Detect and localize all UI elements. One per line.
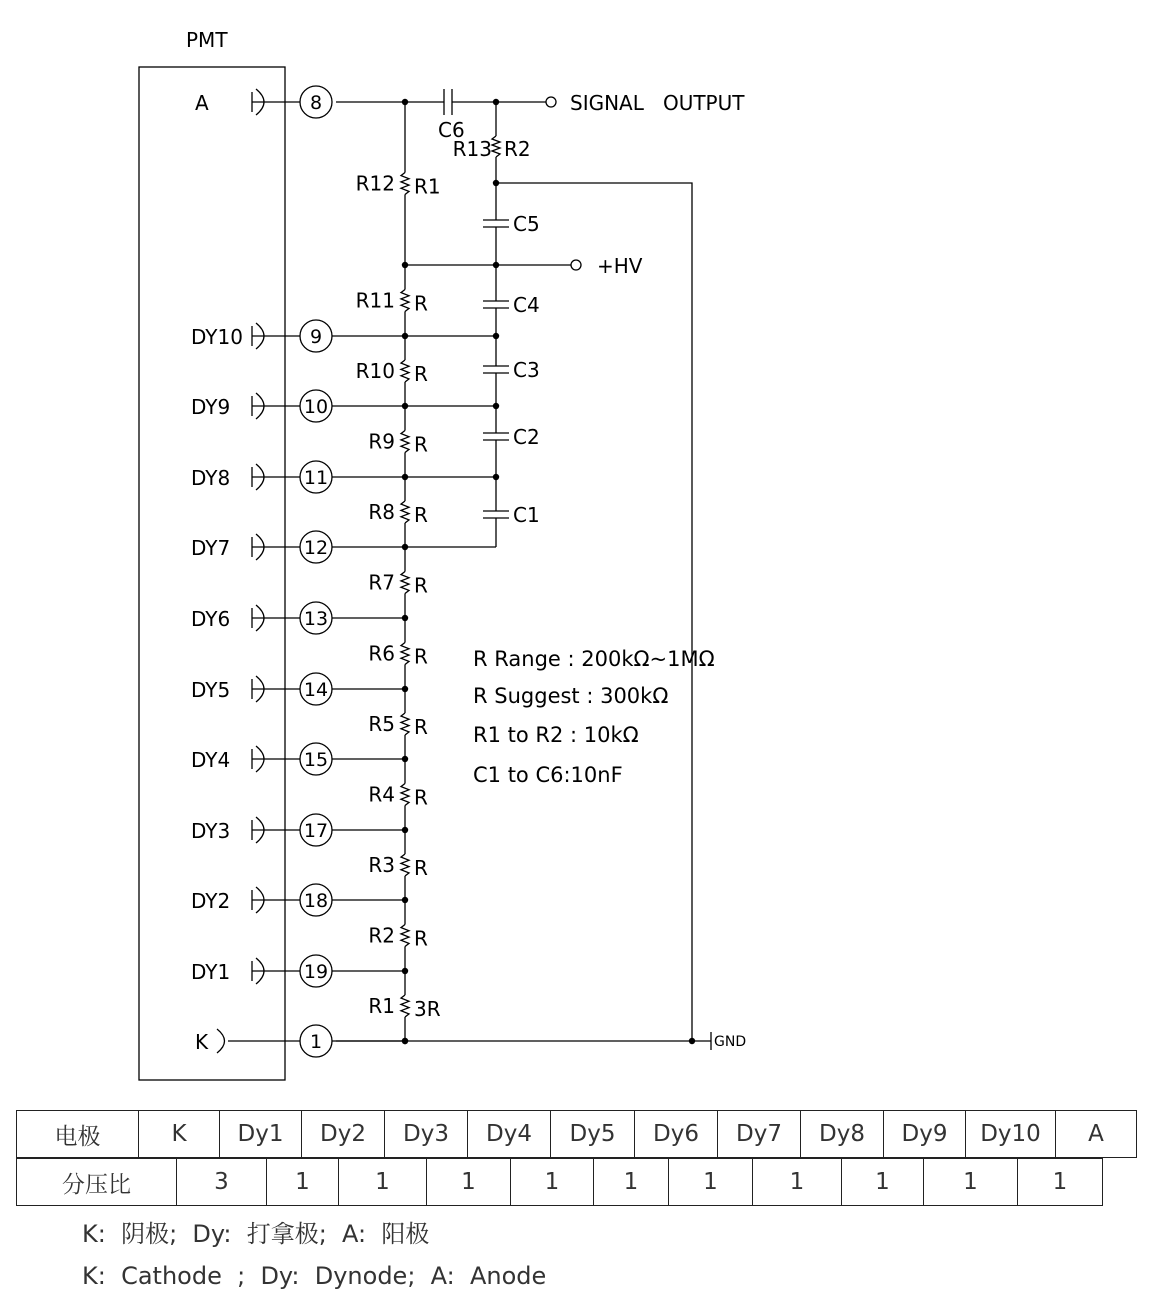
resistor-zigzag xyxy=(401,854,409,876)
pin-number: 14 xyxy=(303,679,329,701)
pmt-title: PMT xyxy=(186,28,228,52)
r13-zigzag xyxy=(492,136,500,157)
note-r-range: R Range : 200kΩ~1MΩ xyxy=(473,647,715,671)
resistor-value-label: R xyxy=(414,573,428,598)
legend-chinese: K: 阴极; Dy: 打拿极; A: 阳极 xyxy=(82,1220,430,1248)
resistor-value-label: R1 xyxy=(414,174,441,199)
junction-dot xyxy=(402,756,408,762)
electrode-table xyxy=(16,1110,1137,1158)
c5-label: C5 xyxy=(513,212,540,236)
hv-label: +HV xyxy=(597,254,643,278)
electrode-name: DY3 xyxy=(191,819,231,843)
resistor-zigzag xyxy=(401,290,409,312)
resistor-zigzag xyxy=(401,784,409,806)
pin-number: 18 xyxy=(303,890,329,912)
junction-dot xyxy=(402,403,408,409)
junction-dot xyxy=(402,262,408,268)
junction-dot xyxy=(402,333,408,339)
ratio-row xyxy=(17,1159,1103,1206)
electrode-name: DY1 xyxy=(191,960,231,984)
c2-label: C2 xyxy=(513,425,540,449)
resistor-ref-label: R8 xyxy=(368,500,395,524)
electrode-glyph xyxy=(252,676,300,702)
ratio-cell: 1 xyxy=(669,1159,753,1206)
junction-dot xyxy=(493,180,499,186)
resistor-zigzag xyxy=(401,431,409,453)
junction-dot xyxy=(402,99,408,105)
resistor-value-label: R xyxy=(414,715,428,739)
resistor-value-label: R xyxy=(414,644,428,669)
resistor-zigzag xyxy=(401,713,409,735)
note-r1-r2: R1 to R2 : 10kΩ xyxy=(473,723,639,747)
electrode-name: DY8 xyxy=(191,466,231,490)
resistor-value-label: 3R xyxy=(414,997,441,1021)
ratio-cell: 1 xyxy=(511,1159,594,1206)
electrode-name: DY6 xyxy=(191,607,231,631)
ratio-cell: 1 xyxy=(594,1159,669,1206)
electrode-glyph xyxy=(252,958,300,984)
note-c1-c6: C1 to C6:10nF xyxy=(473,763,623,787)
pmt-box xyxy=(139,67,285,1080)
resistor-ref-label: R3 xyxy=(368,853,395,877)
electrode-cell: Dy2 xyxy=(302,1111,385,1158)
resistor-value-label: R xyxy=(414,503,428,527)
electrode-cell: Dy7 xyxy=(718,1111,801,1158)
resistor-zigzag xyxy=(401,572,409,594)
electrode-glyph xyxy=(252,887,300,913)
resistor-ref-label: R12 xyxy=(355,171,395,196)
pin-number: 8 xyxy=(309,92,323,114)
junction-dot xyxy=(493,99,499,105)
table-row-label: 电极 xyxy=(17,1111,139,1158)
junction-dot xyxy=(493,333,499,339)
electrode-name: DY4 xyxy=(191,748,231,772)
junction-dots xyxy=(402,99,695,1044)
electrode-cell: Dy5 xyxy=(551,1111,635,1158)
junction-dot xyxy=(402,686,408,692)
resistor-ref-label: R5 xyxy=(368,712,395,736)
ratio-table xyxy=(16,1158,1103,1206)
pin-number: 17 xyxy=(303,820,329,842)
electrode-cell: Dy9 xyxy=(884,1111,966,1158)
r13-value-label: R2 xyxy=(504,137,531,161)
table-row-label: 分压比 xyxy=(17,1159,177,1206)
electrode-cell: Dy8 xyxy=(801,1111,884,1158)
resistor-zigzag xyxy=(401,995,409,1017)
resistor-ref-label: R7 xyxy=(368,570,395,595)
junction-dot xyxy=(402,615,408,621)
electrode-cell: A xyxy=(1056,1111,1137,1158)
resistor-zigzag xyxy=(401,173,409,195)
resistor-ref-label: R4 xyxy=(368,782,395,807)
legend-english: K: Cathode ; Dy: Dynode; A: Anode xyxy=(82,1262,547,1290)
ratio-cell: 1 xyxy=(924,1159,1018,1206)
electrode-name: DY7 xyxy=(191,536,231,560)
electrode-name: K xyxy=(195,1030,209,1054)
resistor-zigzag xyxy=(401,925,409,947)
electrode-glyph xyxy=(252,393,300,419)
electrode-cell: Dy6 xyxy=(635,1111,718,1158)
junction-dot xyxy=(402,1038,408,1044)
pin-number: 12 xyxy=(303,537,329,559)
resistor-value-label: R xyxy=(414,432,428,457)
pin-number: 13 xyxy=(303,608,329,630)
ratio-cell: 1 xyxy=(427,1159,511,1206)
ratio-cell: 3 xyxy=(177,1159,267,1206)
pin-number: 1 xyxy=(309,1031,323,1053)
r13-ref-label: R13 xyxy=(452,137,492,161)
electrode-glyph xyxy=(252,817,300,843)
electrode-name: DY5 xyxy=(191,678,231,702)
ratio-cell: 1 xyxy=(753,1159,842,1206)
resistor-ref-label: R1 xyxy=(368,994,395,1018)
electrode-cell: Dy1 xyxy=(220,1111,302,1158)
electrode-name: DY10 xyxy=(191,325,243,349)
electrode-cell: Dy4 xyxy=(468,1111,551,1158)
resistor-zigzag xyxy=(401,643,409,665)
pin-number: 9 xyxy=(309,326,323,348)
c6-label: C6 xyxy=(438,118,465,142)
junction-dot xyxy=(402,968,408,974)
electrode-glyph xyxy=(252,323,300,349)
electrode-cell: K xyxy=(139,1111,220,1158)
ratio-cell: 1 xyxy=(842,1159,924,1206)
junction-dot xyxy=(402,897,408,903)
junction-dot xyxy=(402,827,408,833)
electrode-glyph xyxy=(252,464,300,490)
electrode-name: DY9 xyxy=(191,395,231,419)
resistor-ref-label: R2 xyxy=(368,923,395,948)
resistor-ref-label: R11 xyxy=(355,288,395,313)
electrode-glyph xyxy=(252,605,300,631)
resistor-value-label: R xyxy=(414,926,428,951)
ratio-cell: 1 xyxy=(267,1159,339,1206)
hv-terminal xyxy=(571,260,581,270)
pin-number: 19 xyxy=(303,961,329,983)
resistor-value-label: R xyxy=(414,856,428,880)
electrode-glyph xyxy=(252,746,300,772)
resistor-value-label: R xyxy=(414,362,428,386)
electrode-glyph xyxy=(252,89,300,115)
junction-dot xyxy=(493,262,499,268)
pin-number: 10 xyxy=(303,396,329,418)
junction-dot xyxy=(402,544,408,550)
resistor-ref-label: R10 xyxy=(355,359,395,383)
c1-label: C1 xyxy=(513,503,540,527)
c3-label: C3 xyxy=(513,358,540,382)
electrode-glyph xyxy=(252,534,300,560)
resistor-ref-label: R9 xyxy=(368,429,395,454)
divider-chain xyxy=(217,86,496,1057)
signal-output-label: SIGNAL OUTPUT xyxy=(570,91,745,115)
gnd-label: GND xyxy=(714,1034,747,1050)
pin-number: 11 xyxy=(303,467,329,489)
c4-label: C4 xyxy=(513,293,540,317)
resistor-zigzag xyxy=(401,360,409,382)
junction-dot xyxy=(493,474,499,480)
signal-output-terminal xyxy=(546,97,556,107)
resistor-value-label: R xyxy=(414,785,428,810)
junction-dot xyxy=(402,474,408,480)
electrode-name: A xyxy=(195,91,209,115)
junction-dot xyxy=(689,1038,695,1044)
note-r-suggest: R Suggest : 300kΩ xyxy=(473,684,669,708)
electrode-row xyxy=(17,1111,1137,1158)
ratio-cell: 1 xyxy=(339,1159,427,1206)
pin-number: 15 xyxy=(303,749,329,771)
electrode-name: DY2 xyxy=(191,889,231,913)
electrode-glyph xyxy=(217,1029,300,1053)
electrode-cell: Dy10 xyxy=(966,1111,1056,1158)
resistor-ref-label: R6 xyxy=(368,641,395,666)
resistor-value-label: R xyxy=(414,291,428,316)
ratio-cell: 1 xyxy=(1018,1159,1103,1206)
resistor-zigzag xyxy=(401,501,409,523)
junction-dot xyxy=(493,403,499,409)
electrode-cell: Dy3 xyxy=(385,1111,468,1158)
